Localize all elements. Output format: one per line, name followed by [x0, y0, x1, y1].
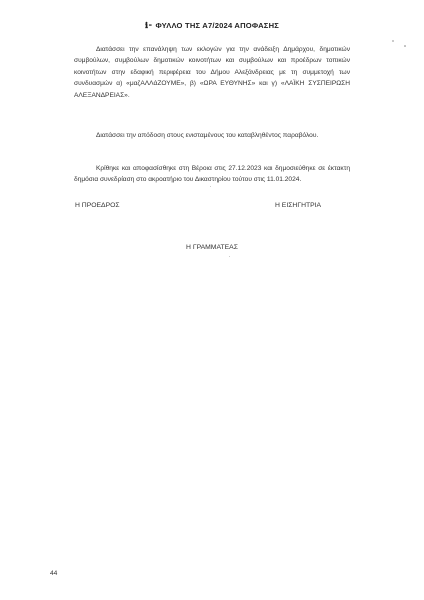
paragraph-decision-date [74, 163, 350, 186]
paragraph-repeat-elections [74, 44, 350, 101]
signature-secretary: Η ΓΡΑΜΜΑΤΕΑΣ [186, 244, 238, 251]
signature-rapporteur: Η ΕΙΣΗΓΗΤΡΙΑ [275, 202, 322, 209]
paragraph-text: Διατάσσει την επανάληψη των εκλογών για την ανάδειξη Δημάρχου, δημοτικών συμβούλων, συμβούλων δημοτικών κοινοτήτων και συμβούλων και προέδρων τοπικών κοινοτήτων στην εδαφική περιφέρεια του Δήμου Αλεξάνδρειας με τη συμμετοχή των συνδυασμών α) «μαζΑΛΛάΖΟΥΜΕ», β) «ΩΡΑ ΕΥΘΥΝΗΣ» και γ) «ΛΑΪΚΗ ΣΥΣΠΕΙΡΩΣΗ ΑΛΕΞΑΝΔΡΕΙΑΣ». [74, 46, 350, 99]
scan-speck [392, 40, 394, 42]
scan-speck [404, 45, 406, 47]
paragraph-text: Κρίθηκε και αποφασίσθηκε στη Βέροια στις 27.12.2023 και δημοσιεύθηκε σε έκτακτη δημόσια συνεδρίαση στο ακροατήριο του Δικαστηρίου τούτου στις 11.01.2024. [74, 165, 350, 184]
page-number: 44 [50, 570, 58, 577]
paragraph-text: Διατάσσει την απόδοση στους ενισταμένους του καταβληθέντος παραβόλου. [96, 132, 319, 139]
signature-president: Η ΠΡΟΕΔΡΟΣ [75, 202, 120, 209]
scan-speck [210, 186, 211, 187]
sheet-title: ΦΥΛΛΟ ΤΗΣ Α7/2024 ΑΠΟΦΑΣΗΣ [155, 21, 280, 30]
header-mark: ℹ︎⁃ [144, 21, 153, 30]
sheet-header [0, 21, 424, 30]
paragraph-fee-refund [74, 130, 350, 141]
scan-speck [229, 256, 230, 257]
